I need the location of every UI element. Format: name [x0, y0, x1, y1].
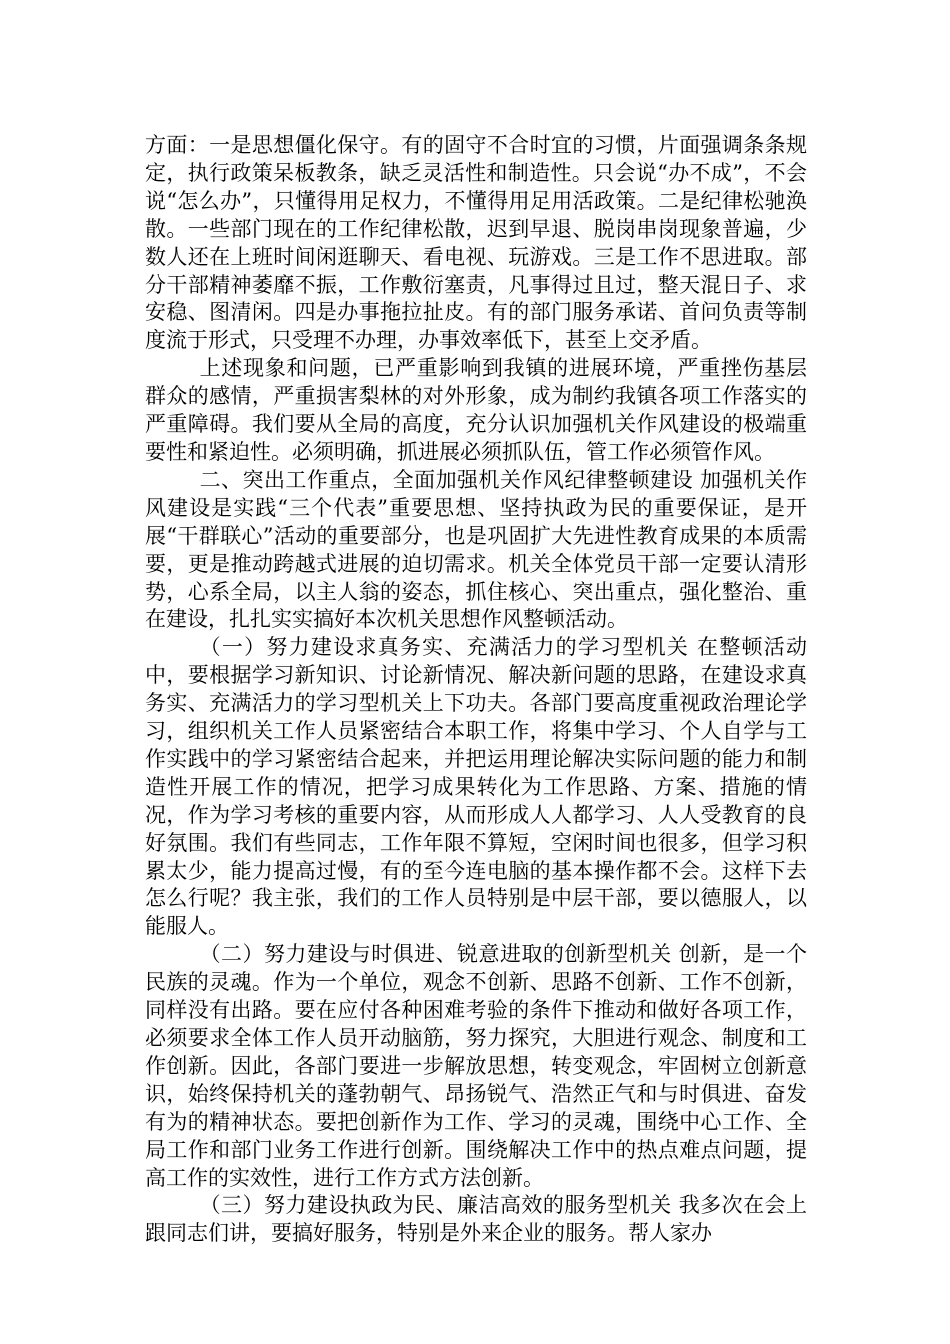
paragraph-impact-summary: 上述现象和问题，已严重影响到我镇的进展环境，严重挫伤基层群众的感情，严重损害梨林的对外形象，成为制约我镇各项工作落实的严重障碍。我们要从全局的高度，充分认识加强机关作风建设的极端重要性和紧迫性。必须明确，抓进展必须抓队伍，管工作必须管作风。: [145, 356, 807, 464]
paragraph-section-two-heading: 二、突出工作重点，全面加强机关作风纪律整顿建设 加强机关作风建设是实践“三个代表”重要思想、坚持执政为民的重要保证，是开展“干群联心”活动的重要部分，也是巩固扩大先进性教育成果的本质需要，更是推动跨越式进展的迫切需求。机关全体党员干部一定要认清形势，心系全局，以主人翁的姿态，抓住核心、突出重点，强化整治、重在建设，扎扎实实搞好本次机关思想作风整顿活动。: [145, 467, 807, 632]
paragraph-learning-organization: （一）努力建设求真务实、充满活力的学习型机关 在整顿活动中，要根据学习新知识、讨论新情况、解决新问题的思路，在建设求真务实、充满活力的学习型机关上下功夫。各部门要高度重视政治理论学习，组织机关工作人员紧密结合本职工作，将集中学习、个人自学与工作实践中的学习紧密结合起来，并把运用理论解决实际问题的能力和制造性开展工作的情况，把学习成果转化为工作思路、方案、措施的情况，作为学习考核的重要内容，从而形成人人都学习、人人受教育的良好氛围。我们有些同志，工作年限不算短，空闲时间也很多，但学习积累太少，能力提高过慢，有的至今连电脑的基本操作都不会。这样下去怎么行呢？我主张，我们的工作人员特别是中层干部，要以德服人，以能服人。: [145, 635, 807, 939]
paragraph-work-style-problems: 方面：一是思想僵化保守。有的固守不合时宜的习惯，片面强调条条规定，执行政策呆板教条，缺乏灵活性和制造性。只会说“办不成”，不会说“怎么办”，只懂得用足权力，不懂得用足用活政策。二是纪律松驰涣散。一些部门现在的工作纪律松散，迟到早退、脱岗串岗现象普遍，少数人还在上班时间闲逛聊天、看电视、玩游戏。三是工作不思进取。部分干部精神萎靡不振，工作敷衍塞责，凡事得过且过，整天混日子、求安稳、图清闲。四是办事拖拉扯皮。有的部门服务承诺、首问负责等制度流于形式，只受理不办理，办事效率低下，甚至上交矛盾。: [145, 133, 807, 353]
paragraph-innovative-organization: （二）努力建设与时俱进、锐意进取的创新型机关 创新，是一个民族的灵魂。作为一个单位，观念不创新、思路不创新、工作不创新，同样没有出路。要在应付各种困难考验的条件下推动和做好各项工作，必须要求全体工作人员开动脑筋，努力探究，大胆进行观念、制度和工作创新。因此，各部门要进一步解放思想，转变观念，牢固树立创新意识，始终保持机关的蓬勃朝气、昂扬锐气、浩然正气和与时俱进、奋发有为的精神状态。要把创新作为工作、学习的灵魂，围绕中心工作、全局工作和部门业务工作进行创新。围绕解决工作中的热点难点问题，提高工作的实效性，进行工作方式方法创新。: [145, 942, 807, 1190]
document-page: [145, 132, 807, 1248]
paragraph-service-organization: （三）努力建设执政为民、廉洁高效的服务型机关 我多次在会上跟同志们讲，要搞好服务，特别是外来企业的服务。帮人家办: [145, 1193, 807, 1246]
